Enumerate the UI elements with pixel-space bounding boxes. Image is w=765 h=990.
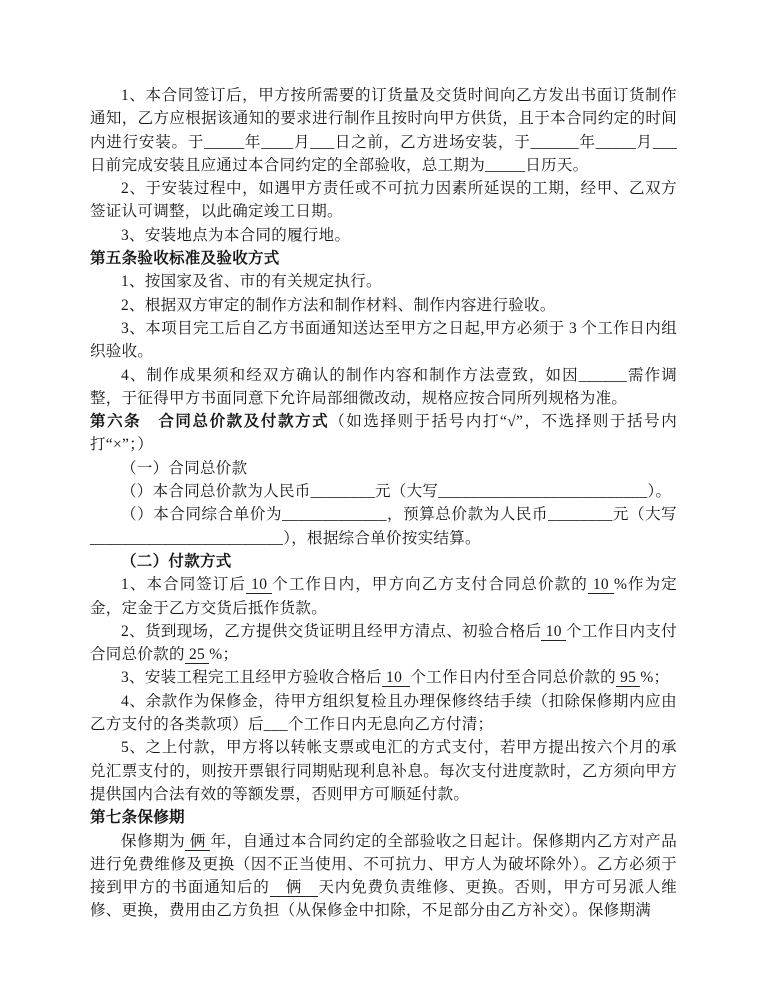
text-run: 5、之上付款，甲方将以转帐支票或电汇的方式支付，若甲方提出按六个月的承兑汇票支付的，则按开票银行同期贴现利息补息。每次支付进度款时，乙方须向甲方提供国内合法有效的等额发票，否则甲方可顺延付款。 [90,739,677,803]
para-delay-adjustment [90,177,677,224]
para-payment-3 [90,666,677,689]
text-run: 年，自通过本合同约定的全部验收之日起计。保修期内乙方对产品进行免费维修及更换（因不正当使用、不可抗力、甲方人为破坏除外）。乙方必须于接到甲方的书面通知后的 [90,832,678,897]
heading-article-6 [90,410,677,457]
text-run: 4、余款作为保修金，待甲方组织复检且办理保修终结手续（扣除保修期内应由乙方支付的各类款项）后___个工作日内无息向乙方付清； [90,692,677,734]
document-body [90,84,677,923]
text-run: 1、本合同签订后 [121,576,247,594]
text-run: 个工作日内，甲方向乙方支付合同总价款的 [272,576,588,594]
para-order-and-install [90,84,677,177]
bold-text-run: 第五条验收标准及验收方式 [90,250,280,268]
text-run: 2、根据双方审定的制作方法和制作材料、制作内容进行验收。 [121,296,556,314]
filled-blank: 10 [246,576,273,594]
para-install-location [90,224,677,247]
para-payment-5 [90,736,677,806]
text-run: （）本合同综合单价为_____________，预算总价款为人民币________元（大写________________________），根据综合单价按实结算。 [90,506,677,547]
text-run: 3、本项目完工后自乙方书面通知送达至甲方之日起,甲方必须于 3 个工作日内组织验收。 [90,319,677,361]
filled-blank: 10 [541,622,567,640]
text-run: 2、于安装过程中，如遇甲方责任或不可抗力因素所延误的工期，经甲、乙双方签证认可调整，以此确定竣工日期。 [90,180,677,221]
para-acceptance-2 [90,294,677,317]
para-warranty [90,830,677,923]
para-payment-2 [90,620,677,667]
para-total-price-option-2 [90,503,677,550]
subheading-payment-method [90,550,677,573]
text-run: 3、安装工程完工且经甲方验收合格后 [121,669,382,687]
text-run: 4、制作成果须和经双方确认的制作内容和制作方法壹致，如因______需作调整，于征得甲方书面同意下允许局部细微改动，规格应按合同所列规格为准。 [90,366,677,407]
bold-text-run: （二）付款方式 [121,552,232,570]
text-run: （如选择则于括号内打“√”，不选择则于括号内打“×”；） [90,413,677,454]
text-run: 天内免费负责维修、更换。否则，甲方可另派人维修、更换，费用由乙方负担（从保修金中扣除，不足部分由乙方补交）。保修期满 [90,879,677,920]
subheading-total-price [90,457,677,480]
bold-text-run: 第七条保修期 [90,809,185,827]
filled-blank: 俩 [269,879,319,897]
text-run: 1、本合同签订后，甲方按所需要的订货量及交货时间向乙方发出书面订货制作通知，乙方应根据该通知的要求进行制作且按时向甲方供货，且于本合同约定的时间内进行安装。于_____年____月___日之前，乙方进场安装，于______年_____月___日前完成安装且应通过本合同约定的全部验收，总工期为_____日历天。 [90,87,677,174]
heading-article-5 [90,247,677,270]
para-payment-1 [90,573,677,620]
text-run: %作为定金，定金于乙方交货后抵作货款。 [90,576,678,617]
filled-blank: 俩 [185,832,211,850]
text-run: 个工作日内付至合同总价款的 [410,669,616,687]
text-run: %； [640,669,670,687]
para-payment-4 [90,690,677,737]
text-run: 1、按国家及省、市的有关规定执行。 [121,273,382,291]
heading-article-7 [90,806,677,829]
filled-blank: 10 [381,669,411,687]
para-acceptance-3 [90,317,677,364]
text-run: 个工作日内支付合同总价款的 [90,622,678,664]
bold-text-run: 第六条 合同总价款及付款方式 [90,413,330,431]
text-run: 3、安装地点为本合同的履行地。 [121,226,351,244]
text-run: 保修期为 [121,832,186,850]
text-run: （）本合同总价款为人民币________元（大写__________________________）。 [121,483,672,501]
text-run: （一）合同总价款 [121,459,248,477]
filled-blank: 10 [587,576,614,594]
para-acceptance-1 [90,270,677,293]
filled-blank: 95 [615,669,641,687]
text-run: 2、货到现场，乙方提供交货证明且经甲方清点、初验合格后 [121,622,542,640]
para-acceptance-4 [90,364,677,411]
text-run: %； [209,646,239,664]
para-total-price-option-1 [90,480,677,503]
filled-blank: 25 [184,646,210,664]
